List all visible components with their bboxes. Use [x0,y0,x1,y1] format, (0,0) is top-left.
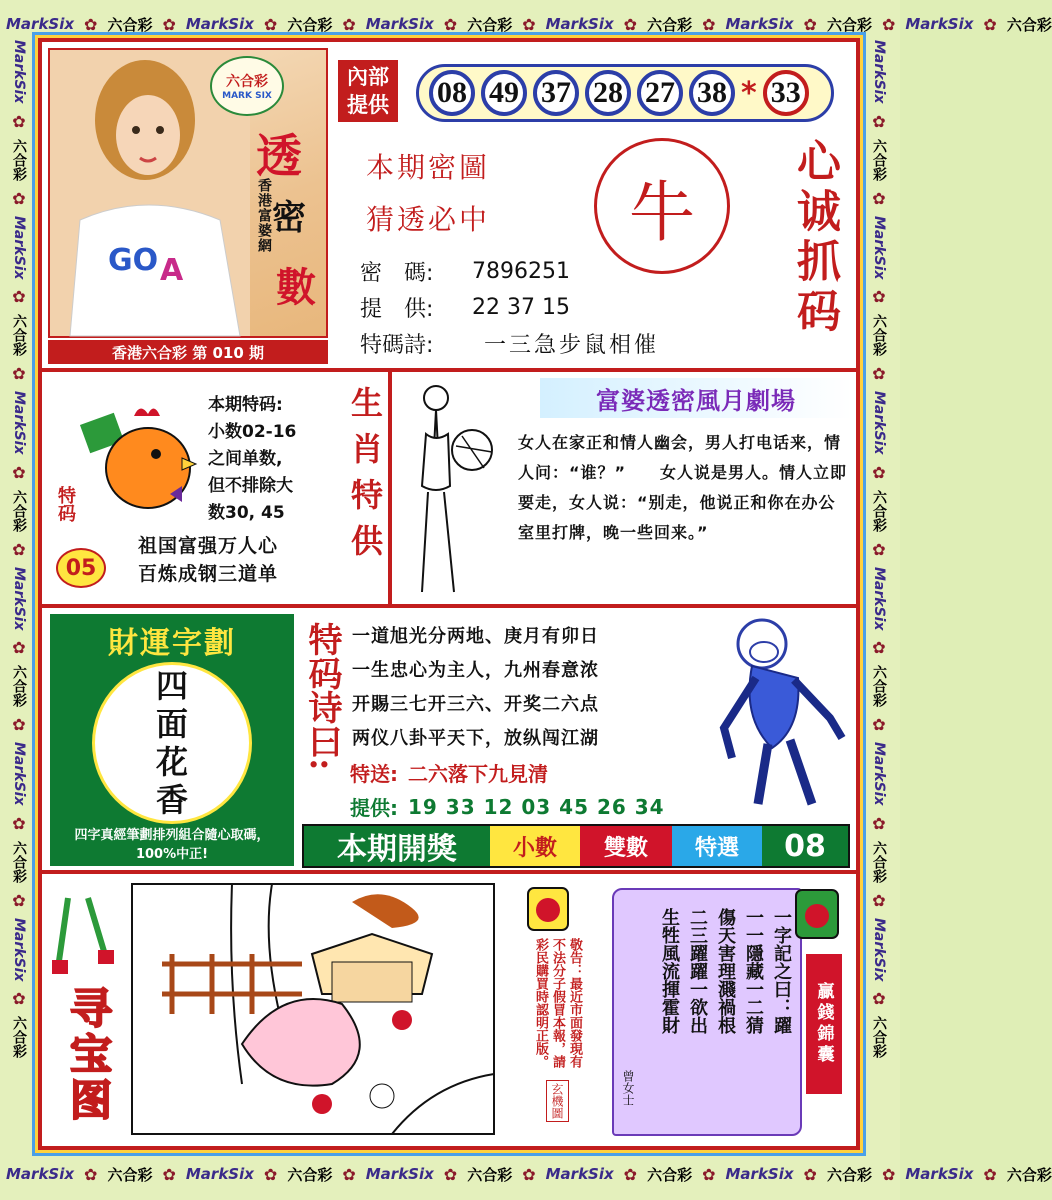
special-poem-line: 一生忠心为主人，九州春意浓 [352,660,599,681]
zodiac-poem-line: 百炼成钢三道单 [138,563,279,585]
zodiac-poem-line: 祖国富强万人心 [138,535,279,557]
flower-icon: ✿ [12,287,26,307]
result-ball: 28 [585,70,631,116]
title-char-1: 透 [256,129,302,183]
poem-value: 一三急步鼠相催 [484,333,660,358]
flower-icon: ✿ [702,14,716,34]
top-edge-strip [6,14,1052,34]
flower-icon: ✿ [872,287,886,307]
flower-icon: ✿ [12,715,26,735]
win-money-banner: 贏錢錦囊 [806,954,842,1094]
flower-icon: ✿ [12,989,26,1009]
special-poem-line: 两仪八卦平天下，放纵闯江湖 [352,728,599,749]
edge-brand-en: MarkSix [185,1165,254,1183]
fortune-title: 財運字劃 [108,626,236,661]
flower-icon: ✿ [263,14,278,34]
flower-icon: ✿ [522,14,536,34]
scroll-line: 傷天害理濺禍根 [715,908,736,1034]
edge-brand-en: MarkSix [6,1165,75,1183]
ball-separator: * [741,75,757,111]
header-line-2: 猜透必中 [366,203,491,236]
edge-brand-en: MarkSix [11,215,27,280]
tag-double: 雙數 [580,826,672,866]
special-code-line: 本期特码: [208,395,283,415]
treasure-map-picture [132,884,494,1134]
title-char-2: 密 [272,198,306,238]
flower-icon: ✿ [983,14,997,34]
flower-icon: ✿ [12,188,26,208]
scroll-lines [656,908,794,1108]
scroll-panel [612,888,802,1136]
edge-brand-cn: 六合彩 [826,1165,872,1184]
mystery-label: 玄機圖 [546,1080,569,1122]
special-ball: 33 [763,70,809,116]
treasure-title: 寻宝图 [64,986,113,1124]
internal-label-line1: 內部 [347,65,389,89]
edge-brand-en: MarkSix [365,1165,434,1183]
fortune-provide-label: 提供: [350,796,398,820]
flower-icon: ✿ [702,1164,716,1184]
flower-icon: ✿ [263,1164,278,1184]
flower-icon: ✿ [872,638,886,658]
result-ball: 38 [689,70,735,116]
logo-subtext: MARK SIX [222,91,272,101]
edge-brand-en: MarkSix [871,566,887,631]
flower-icon: ✿ [872,539,886,559]
draw-balls-row [416,64,834,122]
result-ball: 27 [637,70,683,116]
edge-brand-en: MarkSix [11,742,27,806]
flower-icon: ✿ [443,1164,458,1184]
flower-icon: ✿ [872,989,886,1009]
fortune-provide-row [350,792,665,821]
poem-row [360,328,659,359]
edge-brand-en: MarkSix [545,1165,614,1183]
header-line-1: 本期密圖 [366,151,491,184]
treasure-section [42,874,856,1146]
secret-seal [594,138,730,274]
flower-icon: ✿ [872,111,886,131]
section-divider [388,372,392,608]
zodiac-vertical-title: 生肖特供 [346,386,384,570]
special-code-line: 但不排除大 [208,476,293,496]
edge-brand-en: MarkSix [545,15,614,33]
edge-brand-cn: 六合彩 [1006,15,1052,34]
flower-icon: ✿ [872,715,886,735]
edge-brand-en: MarkSix [871,742,887,806]
edge-brand-en: MarkSix [11,391,27,455]
flower-icon: ✿ [12,364,26,384]
left-edge-strip [8,40,30,1160]
warning-panel [512,884,606,1134]
mark-six-logo [210,56,284,116]
flower-icon: ✿ [872,813,886,833]
flower-icon: ✿ [522,1164,536,1184]
issue-banner: 香港六合彩 第 010 期 [48,340,328,364]
special-code-side-label: 特码 [55,486,76,522]
fortune-char: 四 [155,667,188,705]
result-ball: 08 [429,70,475,116]
flower-icon: ✿ [162,1164,176,1184]
rooster-illustration [78,398,198,518]
poem-vertical-title: 特码诗曰: [302,622,342,771]
flower-icon: ✿ [12,539,26,559]
seal-text: 牛 [629,173,695,251]
edge-brand-en: MarkSix [185,15,254,33]
edge-brand-cn: 六合彩 [871,489,887,532]
special-send-label: 特送: [350,762,398,786]
edge-brand-cn: 六合彩 [287,15,333,34]
fist-icon [524,884,572,934]
main-board [38,38,860,1150]
edge-brand-cn: 六合彩 [467,1165,513,1184]
edge-brand-cn: 六合彩 [467,15,513,34]
special-code-line: 数30, 45 [208,503,285,523]
edge-brand-cn: 六合彩 [871,665,887,708]
edge-brand-en: MarkSix [871,215,887,280]
flower-icon: ✿ [342,14,356,34]
edge-brand-cn: 六合彩 [287,1165,333,1184]
edge-brand-en: MarkSix [905,1165,974,1183]
edge-brand-en: MarkSix [365,15,434,33]
flower-icon: ✿ [983,1164,997,1184]
fortune-char: 面 [155,705,188,743]
edge-brand-en: MarkSix [725,1165,794,1183]
edge-brand-en: MarkSix [725,15,794,33]
special-poem [352,620,732,756]
draw-number: 08 [762,826,848,866]
edge-brand-cn: 六合彩 [871,138,887,181]
flower-icon: ✿ [872,462,886,482]
result-ball: 49 [481,70,527,116]
special-code-line: 之间单数, [208,449,283,469]
scroll-line: 一一隱藏一二猜 [743,908,764,1034]
edge-brand-en: MarkSix [871,40,887,104]
flower-icon: ✿ [12,813,26,833]
special-code-text [208,392,358,527]
tag-small: 小數 [490,826,580,866]
edge-brand-cn: 六合彩 [871,1016,887,1059]
flower-icon: ✿ [881,14,896,34]
fortune-char: 香 [155,781,188,819]
key-icon [48,888,118,978]
code-row [360,256,570,287]
flower-icon: ✿ [623,1164,638,1184]
flower-icon: ✿ [803,1164,817,1184]
edge-brand-en: MarkSix [11,40,27,104]
edge-brand-cn: 六合彩 [647,15,693,34]
fortune-chars-oval [92,662,252,824]
special-poem-line: 开賜三七开三六、开奖二六点 [352,694,599,715]
right-edge-strip [868,40,890,1160]
scroll-author: 曾女士 [621,1070,635,1106]
flower-icon: ✿ [12,638,26,658]
fortune-panel [50,614,294,866]
woman-sketch [396,376,506,602]
flower-icon: ✿ [443,14,458,34]
result-ball: 37 [533,70,579,116]
edge-brand-cn: 六合彩 [871,314,887,357]
edge-brand-en: MarkSix [905,15,974,33]
warning-text: 敬告：最近市面發現有不法分子假冒本報，請彩民購買時認明正版。 [533,938,582,1068]
fortune-section [42,608,856,874]
edge-brand-en: MarkSix [11,566,27,631]
edge-brand-cn: 六合彩 [11,1016,27,1059]
logo-text: 六合彩 [226,74,268,90]
draw-title: 本期開獎 [304,826,490,866]
header-section [42,42,856,372]
fortune-char: 花 [155,743,188,781]
monkey-illustration [702,608,852,814]
edge-brand-cn: 六合彩 [826,15,872,34]
poem-label: 特碼詩: [360,333,434,358]
fortune-note: 四字真經筆劃排列組合隨心取碼，100%中正! [74,828,270,862]
flower-icon: ✿ [12,111,26,131]
flower-icon: ✿ [84,1164,98,1184]
flower-icon: ✿ [872,364,886,384]
draw-result-bar [302,824,850,868]
edge-brand-cn: 六合彩 [647,1165,693,1184]
edge-brand-en: MarkSix [871,917,887,982]
svg-text:GO: GO [108,243,159,278]
bottom-edge-strip [6,1164,1052,1184]
side-vertical-title: 香港富婆網 [256,178,272,253]
scroll-line: 生牲風流揮霍財 [659,908,680,1034]
provide-label: 提 供: [360,297,434,322]
scroll-line: 一字記之曰：躍 [771,908,792,1034]
cover-photo-panel [48,48,328,338]
tag-special: 特選 [672,826,762,866]
flower-icon: ✿ [623,14,638,34]
flower-icon: ✿ [872,188,886,208]
flower-icon: ✿ [12,890,26,910]
edge-brand-cn: 六合彩 [107,1165,153,1184]
edge-brand-en: MarkSix [11,917,27,982]
edge-brand-cn: 六合彩 [1006,1165,1052,1184]
fortune-provide-value: 19 33 12 03 45 26 34 [408,794,665,819]
edge-brand-en: MarkSix [6,15,75,33]
svg-text:A: A [160,253,184,288]
edge-brand-cn: 六合彩 [871,840,887,883]
special-code-line: 小数02-16 [208,422,297,442]
flower-icon: ✿ [803,14,817,34]
edge-brand-cn: 六合彩 [11,840,27,883]
code-value: 7896251 [472,259,570,284]
title-char-3: 數 [276,264,316,311]
edge-brand-cn: 六合彩 [11,489,27,532]
edge-brand-cn: 六合彩 [107,15,153,34]
flower-icon: ✿ [881,1164,896,1184]
flower-icon: ✿ [162,14,176,34]
theater-story: 女人在家正和情人幽会，男人打电话来，情人问：“谁？” 女人说是男人。情人立即要走，女人说：“别走，他说正和你在办公室里打牌，晚一些回来。” [518,433,848,542]
flower-icon: ✿ [342,1164,356,1184]
scroll-line: 二三躍躍一欲出 [687,908,708,1034]
special-poem-line: 一道旭光分两地、庚月有卯日 [352,626,599,647]
code-label: 密 碼: [360,261,434,286]
flower-icon: ✿ [12,462,26,482]
internal-provide-badge [338,60,398,122]
provide-row [360,292,570,323]
special-send-value: 二六落下九見清 [408,762,548,786]
flower-icon: ✿ [84,14,98,34]
flower-icon: ✿ [872,890,886,910]
zodiac-section [42,372,856,608]
edge-brand-en: MarkSix [871,391,887,455]
edge-brand-cn: 六合彩 [11,665,27,708]
money-bag-icon [792,884,842,944]
edge-brand-cn: 六合彩 [11,138,27,181]
provide-value: 22 37 15 [472,295,570,320]
theater-title: 富婆透密風月劇場 [540,378,852,418]
number-badge: 05 [56,548,106,588]
slogan-vertical: 心诚抓码 [789,138,840,338]
internal-label-line2: 提供 [347,93,389,117]
edge-brand-cn: 六合彩 [11,314,27,357]
special-send-row [350,758,548,787]
